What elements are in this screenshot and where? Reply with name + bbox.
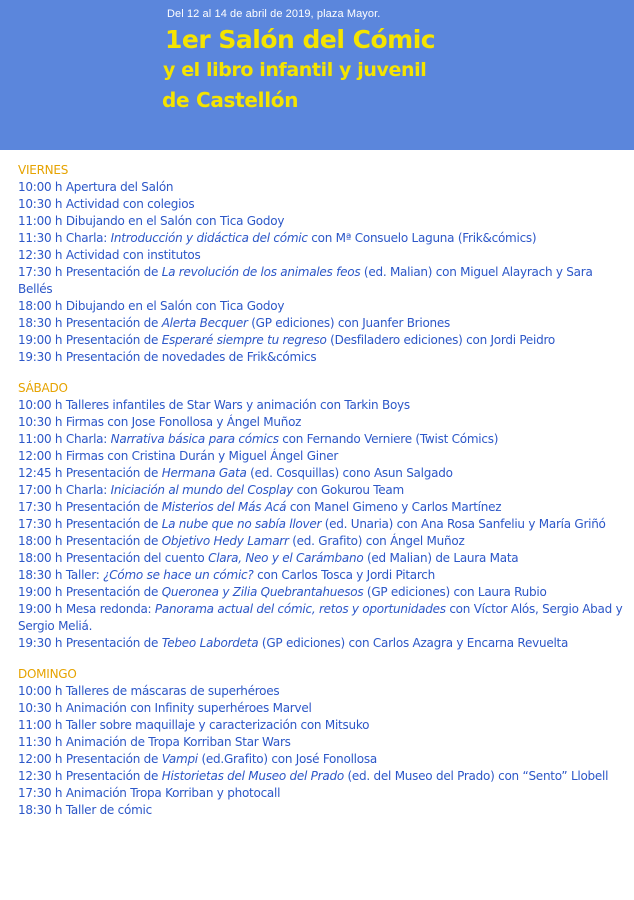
schedule-item <box>18 683 630 700</box>
day-heading: DOMINGO <box>18 667 77 681</box>
item-text: (GP ediciones) con Carlos Azagra y Encarna Revuelta <box>258 636 569 650</box>
schedule-item <box>18 550 630 567</box>
item-text: 10:30 h Animación con Infinity superhéroes Marvel <box>18 701 312 715</box>
item-text: con Víctor Alós, Sergio Abad y Sergio Meliá. <box>18 602 623 633</box>
schedule-item <box>18 230 630 247</box>
item-text: 19:30 h Presentación de novedades de Frik&cómics <box>18 350 317 364</box>
item-text: 12:30 h Actividad con institutos <box>18 248 201 262</box>
schedule-item <box>18 213 630 230</box>
day-heading: SÁBADO <box>18 381 68 395</box>
schedule-item <box>18 700 630 717</box>
item-text: con Fernando Verniere (Twist Cómics) <box>278 432 499 446</box>
item-title: Queronea y Zilia Quebrantahuesos <box>161 585 364 599</box>
item-text: (GP ediciones) con Juanfer Briones <box>247 316 451 330</box>
item-text: (ed. Malian) con Miguel Alayrach y Sara Bellés <box>18 265 593 296</box>
item-text: 10:00 h Apertura del Salón <box>18 180 174 194</box>
item-text: (ed. Cosquillas) cono Asun Salgado <box>246 466 453 480</box>
schedule-item <box>18 601 630 635</box>
item-text: 12:00 h Firmas con Cristina Durán y Miguel Ángel Giner <box>18 449 339 463</box>
schedule-item <box>18 768 630 785</box>
item-text: 19:00 h Mesa redonda: <box>18 602 155 616</box>
item-title: Vampi <box>161 752 198 766</box>
item-text: 12:30 h Presentación de <box>18 769 162 783</box>
item-text: 17:30 h Presentación de <box>18 265 162 279</box>
item-title: La revolución de los animales feos <box>161 265 361 279</box>
item-text: con Gokurou Team <box>293 483 404 497</box>
schedule-item <box>18 179 630 196</box>
item-title: Misterios del Más Acá <box>161 500 287 514</box>
schedule-item <box>18 448 630 465</box>
schedule-item <box>18 734 630 751</box>
schedule-item <box>18 397 630 414</box>
section-viernes <box>18 162 630 366</box>
schedule-item <box>18 499 630 516</box>
section-domingo <box>18 666 630 819</box>
schedule-item <box>18 264 630 298</box>
item-text: 10:00 h Talleres de máscaras de superhéroes <box>18 684 280 698</box>
item-text: (ed. Grafito) con Ángel Muñoz <box>288 534 465 548</box>
item-text: 10:30 h Actividad con colegios <box>18 197 195 211</box>
schedule-item <box>18 584 630 601</box>
item-text: 11:00 h Charla: <box>18 432 111 446</box>
event-date: Del 12 al 14 de abril de 2019, plaza Mayor. <box>167 8 381 20</box>
item-text: 11:00 h Taller sobre maquillaje y caracterización con Mitsuko <box>18 718 370 732</box>
item-title: La nube que no sabía llover <box>161 517 322 531</box>
item-text: 17:30 h Animación Tropa Korriban y photocall <box>18 786 281 800</box>
item-text: con Mª Consuelo Laguna (Frik&cómics) <box>307 231 537 245</box>
schedule-item <box>18 349 630 366</box>
item-text: 18:00 h Presentación del cuento <box>18 551 209 565</box>
schedule-item <box>18 567 630 584</box>
schedule-item <box>18 431 630 448</box>
schedule-item <box>18 785 630 802</box>
title-line-3: de Castellón <box>162 88 299 112</box>
item-text: con Carlos Tosca y Jordi Pitarch <box>253 568 436 582</box>
schedule-item <box>18 802 630 819</box>
schedule-item <box>18 315 630 332</box>
title-line-2: y el libro infantil y juvenil <box>163 59 427 81</box>
schedule-item <box>18 751 630 768</box>
item-title: Panorama actual del cómic, retos y oportunidades <box>154 602 446 616</box>
item-text: 18:30 h Presentación de <box>18 316 162 330</box>
schedule-item <box>18 533 630 550</box>
item-title: Iniciación al mundo del Cosplay <box>110 483 294 497</box>
schedule-item <box>18 482 630 499</box>
item-text: 18:00 h Dibujando en el Salón con Tica Godoy <box>18 299 285 313</box>
item-text: 19:00 h Presentación de <box>18 585 162 599</box>
item-title: ¿Cómo se hace un cómic? <box>103 568 254 582</box>
day-heading: VIERNES <box>18 163 69 177</box>
item-text: 19:30 h Presentación de <box>18 636 162 650</box>
item-title: Narrativa básica para cómics <box>110 432 279 446</box>
schedule-item <box>18 516 630 533</box>
item-title: Clara, Neo y el Carámbano <box>208 551 364 565</box>
schedule-item <box>18 465 630 482</box>
item-text: 11:30 h Charla: <box>18 231 111 245</box>
item-text: 19:00 h Presentación de <box>18 333 162 347</box>
header-banner <box>0 0 634 150</box>
section-sábado <box>18 380 630 652</box>
item-text: (ed Malian) de Laura Mata <box>363 551 519 565</box>
schedule-item <box>18 298 630 315</box>
item-title: Tebeo Labordeta <box>161 636 259 650</box>
schedule-item <box>18 635 630 652</box>
program-schedule <box>18 162 630 833</box>
item-text: (ed.Grafito) con José Fonollosa <box>197 752 377 766</box>
schedule-item <box>18 414 630 431</box>
item-text: (GP ediciones) con Laura Rubio <box>363 585 547 599</box>
item-title: Esperaré siempre tu regreso <box>161 333 327 347</box>
item-text: 11:30 h Animación de Tropa Korriban Star Wars <box>18 735 291 749</box>
item-title: Alerta Becquer <box>161 316 248 330</box>
item-text: 17:30 h Presentación de <box>18 500 162 514</box>
schedule-item <box>18 717 630 734</box>
item-text: 17:00 h Charla: <box>18 483 111 497</box>
item-text: 12:00 h Presentación de <box>18 752 162 766</box>
schedule-item <box>18 196 630 213</box>
item-text: (ed. Unaria) con Ana Rosa Sanfeliu y María Griñó <box>321 517 606 531</box>
item-title: Objetivo Hedy Lamarr <box>161 534 289 548</box>
item-text: 18:30 h Taller: <box>18 568 104 582</box>
item-text: (Desfiladero ediciones) con Jordi Peidro <box>326 333 556 347</box>
schedule-item <box>18 332 630 349</box>
item-text: 18:30 h Taller de cómic <box>18 803 152 817</box>
item-title: Hermana Gata <box>161 466 247 480</box>
item-text: 18:00 h Presentación de <box>18 534 162 548</box>
item-text: 11:00 h Dibujando en el Salón con Tica Godoy <box>18 214 285 228</box>
schedule-item <box>18 247 630 264</box>
item-text: con Manel Gimeno y Carlos Martínez <box>286 500 502 514</box>
item-text: 10:00 h Talleres infantiles de Star Wars y animación con Tarkin Boys <box>18 398 410 412</box>
item-text: (ed. del Museo del Prado) con “Sento” Llobell <box>343 769 609 783</box>
item-title: Introducción y didáctica del cómic <box>110 231 308 245</box>
item-text: 10:30 h Firmas con Jose Fonollosa y Ángel Muñoz <box>18 415 302 429</box>
item-text: 17:30 h Presentación de <box>18 517 162 531</box>
item-text: 12:45 h Presentación de <box>18 466 162 480</box>
title-line-1: 1er Salón del Cómic <box>165 25 436 54</box>
item-title: Historietas del Museo del Prado <box>161 769 344 783</box>
